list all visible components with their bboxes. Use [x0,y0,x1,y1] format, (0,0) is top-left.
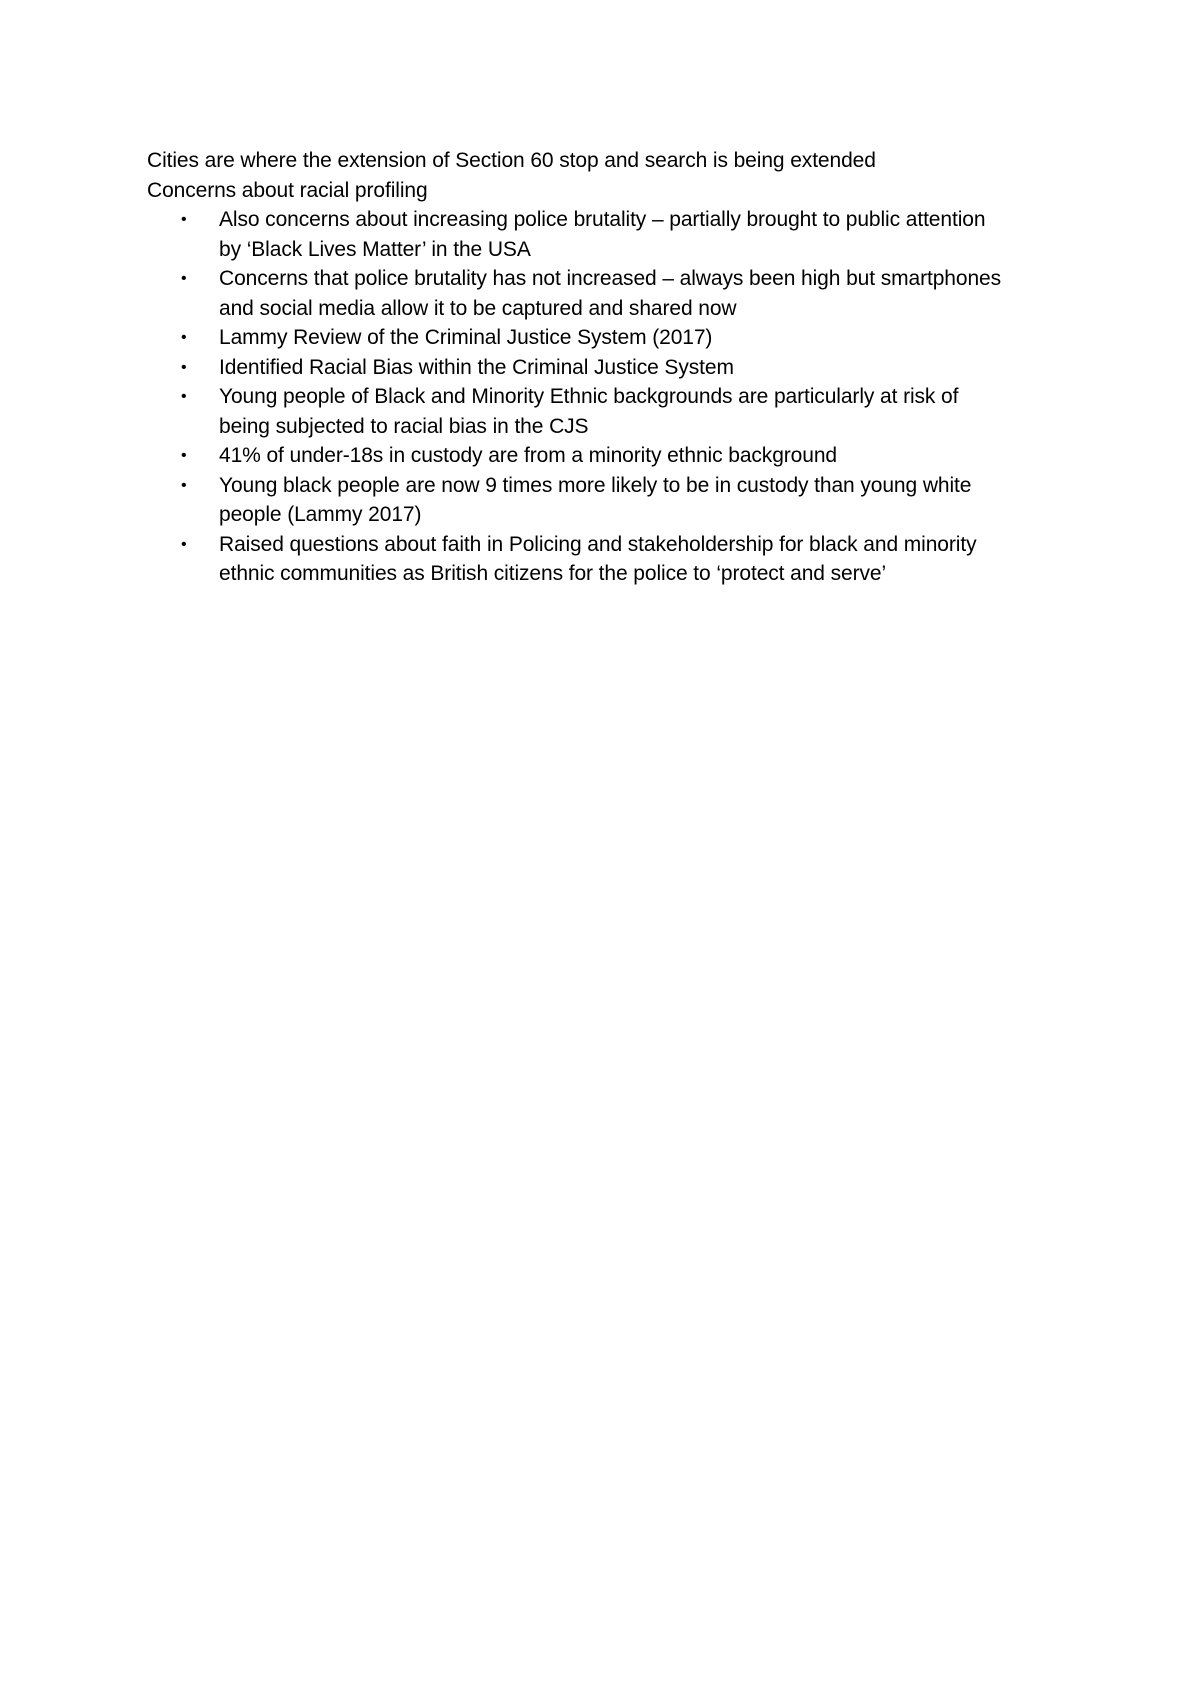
bullet-text-line: Also concerns about increasing police brutality – partially brought to public attention [219,208,986,231]
bullet-text-line: by ‘Black Lives Matter’ in the USA [219,237,531,261]
bullet-text-line: being subjected to racial bias in the CJS [219,414,589,438]
bullet-text-line: Raised questions about faith in Policing and stakeholdership for black and minority [219,532,977,556]
bullet-item [147,530,1087,589]
bullet-icon: • [181,388,187,405]
bullet-text-line: Young people of Black and Minority Ethnic backgrounds are particularly at risk of [219,385,959,408]
bullet-icon: • [181,476,187,494]
bullet-item [147,441,1087,471]
bullet-item [147,382,1087,441]
bullet-icon: • [181,211,187,228]
bullet-item [147,264,1087,323]
bullet-item [147,353,1087,383]
bullet-icon: • [181,329,187,346]
bullet-text-line: and social media allow it to be captured and shared now [219,296,737,320]
bullet-icon: • [181,358,187,376]
bullet-text-line: Identified Racial Bias within the Criminal Justice System [219,355,734,379]
intro-line: Concerns about racial profiling [147,178,428,202]
bullet-item [147,205,1087,264]
bullet-text-line: 41% of under-18s in custody are from a minority ethnic background [219,444,837,467]
bullet-icon: • [181,535,187,553]
bullet-icon: • [181,270,187,287]
bullet-text-line: Young black people are now 9 times more likely to be in custody than young white [219,473,972,497]
bullet-item [147,323,1087,353]
intro-line: Cities are where the extension of Section 60 stop and search is being extended [147,149,876,172]
bullet-text-line: Concerns that police brutality has not increased – always been high but smartphones [219,267,1002,290]
bullet-list [147,205,1087,589]
document-body [147,146,1087,589]
bullet-icon: • [181,447,187,464]
bullet-item [147,471,1087,530]
bullet-text-line: Lammy Review of the Criminal Justice System (2017) [219,326,713,349]
bullet-text-line: ethnic communities as British citizens for the police to ‘protect and serve’ [219,562,887,585]
bullet-text-line: people (Lammy 2017) [219,503,422,526]
